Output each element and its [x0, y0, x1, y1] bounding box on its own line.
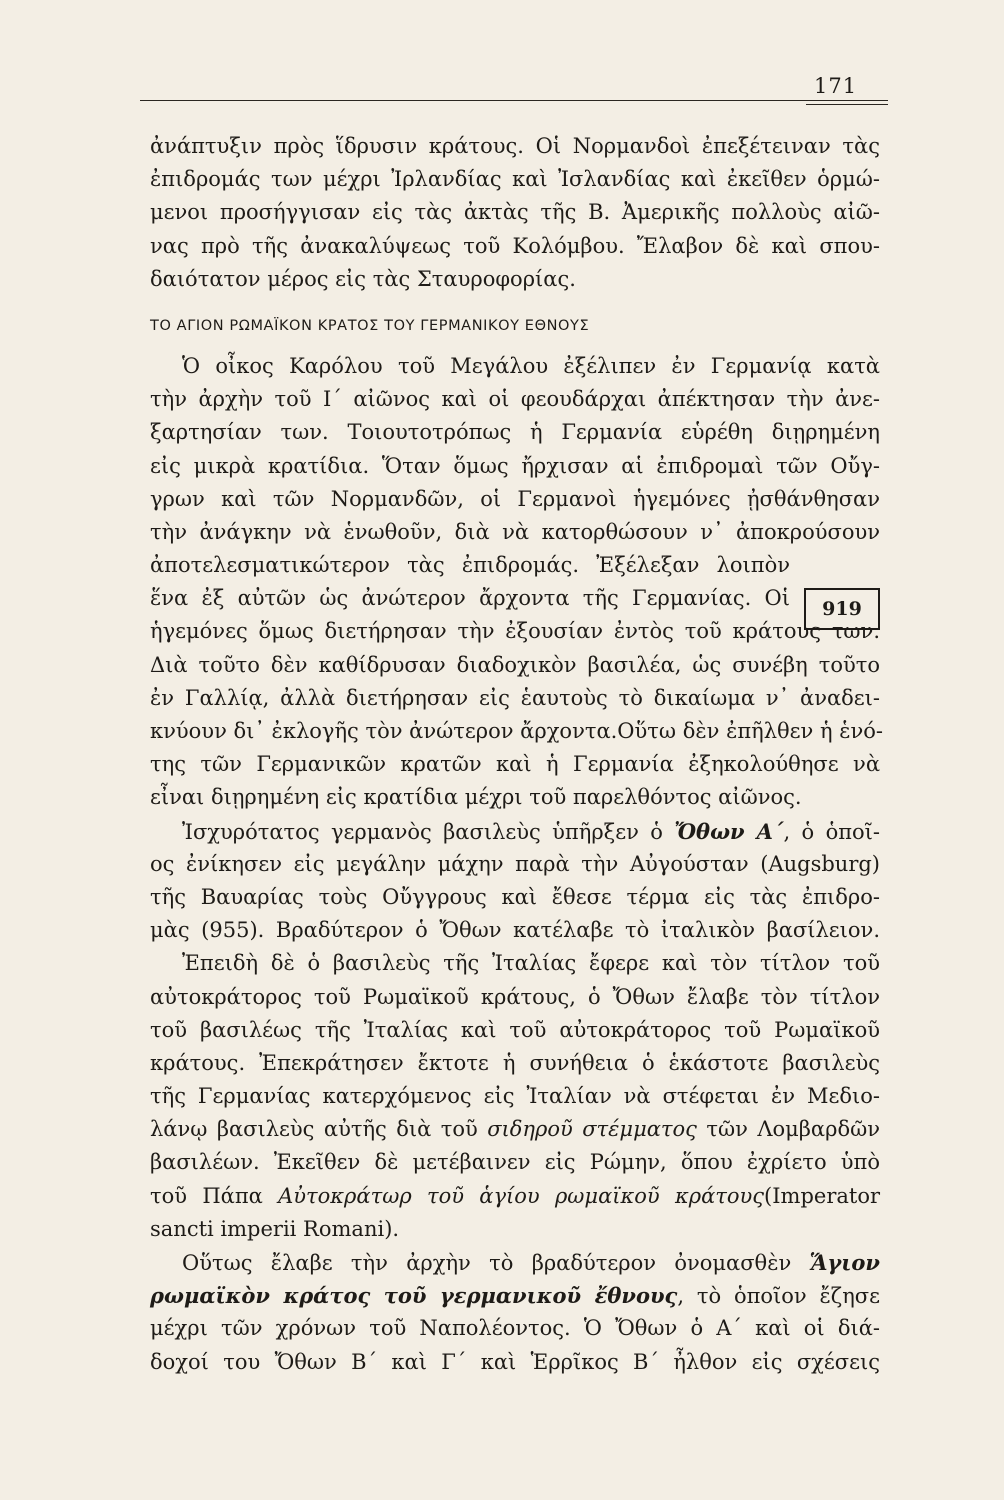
page-number: 171: [814, 74, 858, 98]
text-line: sancti imperii Romani).: [150, 1216, 400, 1241]
text-line: της τῶν Γερμανικῶν κρατῶν καὶ ἡ Γερμανία ἐξηκολούθησε νὰ: [150, 752, 880, 777]
text-line: ξαρτησίαν των. Τοιουτοτρόπως ἡ Γερμανία εὑρέθη διῃρημένη: [150, 420, 880, 445]
text-line: νας πρὸ τῆς ἀνακαλύψεως τοῦ Κολόμβου. Ἔλαβον δὲ καὶ σπου-: [150, 233, 880, 258]
text-run: τῶν Λομβαρδῶν: [696, 1117, 880, 1142]
text-line: εἶναι διῃρημένη εἰς κρατίδια μέχρι τοῦ παρελθόντος αἰῶνος.: [150, 785, 802, 810]
text-line: δαιότατον μέρος εἰς τὰς Σταυροφορίας.: [150, 266, 576, 291]
section-heading: ΤΟ ΑΓΙΟΝ ΡΩΜΑΪΚΟΝ ΚΡΑΤΟΣ ΤΟΥ ΓΕΡΜΑΝΙΚΟΥ ΕΘΝΟΥΣ: [150, 317, 590, 334]
text-line: ἡγεμόνες ὅμως διετήρησαν τὴν ἐξουσίαν ἐντὸς τοῦ κράτους των.: [150, 619, 880, 644]
text-line: κνύουν δι᾽ ἐκλογῆς τὸν ἀνώτερον ἄρχοντα.Οὕτω δὲν ἐπῆλθεν ἡ ἑνό-: [150, 719, 884, 743]
paragraph-1: [150, 130, 880, 296]
text-line: Ἐπειδὴ δὲ ὁ βασιλεὺς τῆς Ἰταλίας ἔφερε καὶ τὸν τίτλον τοῦ: [182, 951, 880, 976]
emphasis-otto-i: Ὄθων Α΄: [674, 818, 784, 844]
text-line: Διὰ τοῦτο δὲν καθίδρυσαν διαδοχικὸν βασιλέα, ὡς συνέβη τοῦτο: [150, 652, 880, 677]
text-line: μέχρι τῶν χρόνων τοῦ Ναπολέοντος. Ὁ Ὄθων ὁ Α΄ καὶ οἱ διά-: [150, 1316, 880, 1341]
text-line: ος ἐνίκησεν εἰς μεγάλην μάχην παρὰ τὴν Αὐγούσταν (Augsburg): [150, 851, 880, 876]
text-line: τοῦ βασιλέως τῆς Ἰταλίας καὶ τοῦ αὐτοκράτορος τοῦ Ρωμαϊκοῦ: [150, 1017, 880, 1042]
text-run: λάνῳ βασιλεὺς αὐτῆς διὰ τοῦ: [150, 1117, 488, 1142]
page-number-underline: [806, 104, 888, 105]
text-line: ἐν Γαλλίᾳ, ἀλλὰ διετήρησαν εἰς ἑαυτοὺς τὸ δικαίωμα ν᾽ ἀναδει-: [150, 685, 880, 710]
text-run: , τὸ ὁποῖον ἔζησε: [677, 1284, 880, 1309]
text-line: βασιλέων. Ἐκεῖθεν δὲ μετέβαινεν εἰς Ρώμην, ὅπου ἐχρίετο ὑπὸ: [150, 1150, 880, 1175]
text-line: μενοι προσήγγισαν εἰς τὰς ἀκτὰς τῆς Β. Ἀμερικῆς πολλοὺς αἰῶ-: [150, 200, 880, 225]
emphasis-holy-empire: ρωμαϊκὸν κράτος τοῦ γερμανικοῦ ἔθνους: [150, 1283, 678, 1309]
text-line: [150, 815, 880, 848]
header-rule: [140, 100, 888, 101]
text-line: τῆς Γερμανίας κατερχόμενος εἰς Ἰταλίαν νὰ στέφεται ἐν Μεδιο-: [150, 1084, 880, 1109]
text-line: [150, 1279, 880, 1312]
paragraph-4: [150, 1246, 880, 1379]
text-line: ἀνάπτυξιν πρὸς ἵδρυσιν κράτους. Οἱ Νορμανδοὶ ἐπεξέτειναν τὰς: [150, 134, 880, 158]
text-line: μὰς (955). Βραδύτερον ὁ Ὄθων κατέλαβε τὸ ἰταλικὸν βασίλειον.: [150, 918, 880, 943]
text-line: κράτους. Ἐπεκράτησεν ἔκτοτε ἡ συνήθεια ὁ ἑκάστοτε βασιλεὺς: [150, 1050, 880, 1075]
text-line: αὐτοκράτορος τοῦ Ρωμαϊκοῦ κράτους, ὁ Ὄθων ἔλαβε τὸν τίτλον: [150, 984, 880, 1009]
text-line: τῆς Βαυαρίας τοὺς Οὔγγρους καὶ ἔθεσε τέρμα εἰς τὰς ἐπιδρο-: [150, 884, 880, 909]
text-line: ἀποτελεσματικώτερον τὰς ἐπιδρομάς. Ἐξέλεξαν λοιπὸν: [150, 553, 790, 578]
paragraph-2: [150, 350, 884, 815]
text-line: γρων καὶ τῶν Νορμανδῶν, οἱ Γερμανοὶ ἡγεμόνες ᾐσθάνθησαν: [150, 486, 880, 511]
body-text: [150, 130, 884, 1379]
text-line: τὴν ἀρχὴν τοῦ Ι΄ αἰῶνος καὶ οἱ φεουδάρχαι ἀπέκτησαν τὴν ἀνε-: [150, 387, 880, 412]
emphasis-iron-crown: σιδηροῦ στέμματος: [487, 1117, 697, 1142]
emphasis-emperor-title: Αὐτοκράτωρ τοῦ ἁγίου ρωμαϊκοῦ κράτους: [278, 1183, 765, 1208]
text-line: ἕνα ἐξ αὐτῶν ὡς ἀνώτερον ἄρχοντα τῆς Γερμανίας. Οἱ: [150, 586, 790, 611]
text-line: [150, 1246, 880, 1279]
text-run: τοῦ Πάπα: [150, 1183, 279, 1208]
margin-number-box: 919: [804, 588, 880, 630]
text-run: Ἰσχυρότατος γερμανὸς βασιλεὺς ὑπῆρξεν ὁ: [182, 819, 675, 844]
text-line: εἰς μικρὰ κρατίδια. Ὅταν ὅμως ἤρχισαν αἱ ἐπιδρομαὶ τῶν Οὔγ-: [150, 453, 880, 478]
emphasis-holy-empire: Ἅγιον: [809, 1250, 880, 1275]
text-line: τὴν ἀνάγκην νὰ ἑνωθοῦν, διὰ νὰ κατορθώσουν ν᾽ ἀποκρούσουν: [150, 519, 880, 544]
text-run: Οὕτως ἔλαβε τὴν ἀρχὴν τὸ βραδύτερον ὀνομασθὲν: [182, 1251, 810, 1275]
text-line: δοχοί του Ὄθων Β΄ καὶ Γ΄ καὶ Ἑρρῖκος Β΄ ἦλθον εἰς σχέσεις: [150, 1349, 880, 1374]
text-run: , ὁ ὁποῖ-: [783, 819, 881, 844]
text-line: [150, 1113, 880, 1146]
text-line: Ὁ οἶκος Καρόλου τοῦ Μεγάλου ἐξέλιπεν ἐν Γερμανίᾳ κατὰ: [182, 353, 880, 378]
paragraph-3: [150, 815, 880, 1246]
text-line: ἐπιδρομάς των μέχρι Ἰρλανδίας καὶ Ἰσλανδίας καὶ ἐκεῖθεν ὁρμώ-: [150, 167, 880, 192]
text-run: (Imperator: [764, 1183, 880, 1208]
text-line: [150, 1180, 880, 1213]
